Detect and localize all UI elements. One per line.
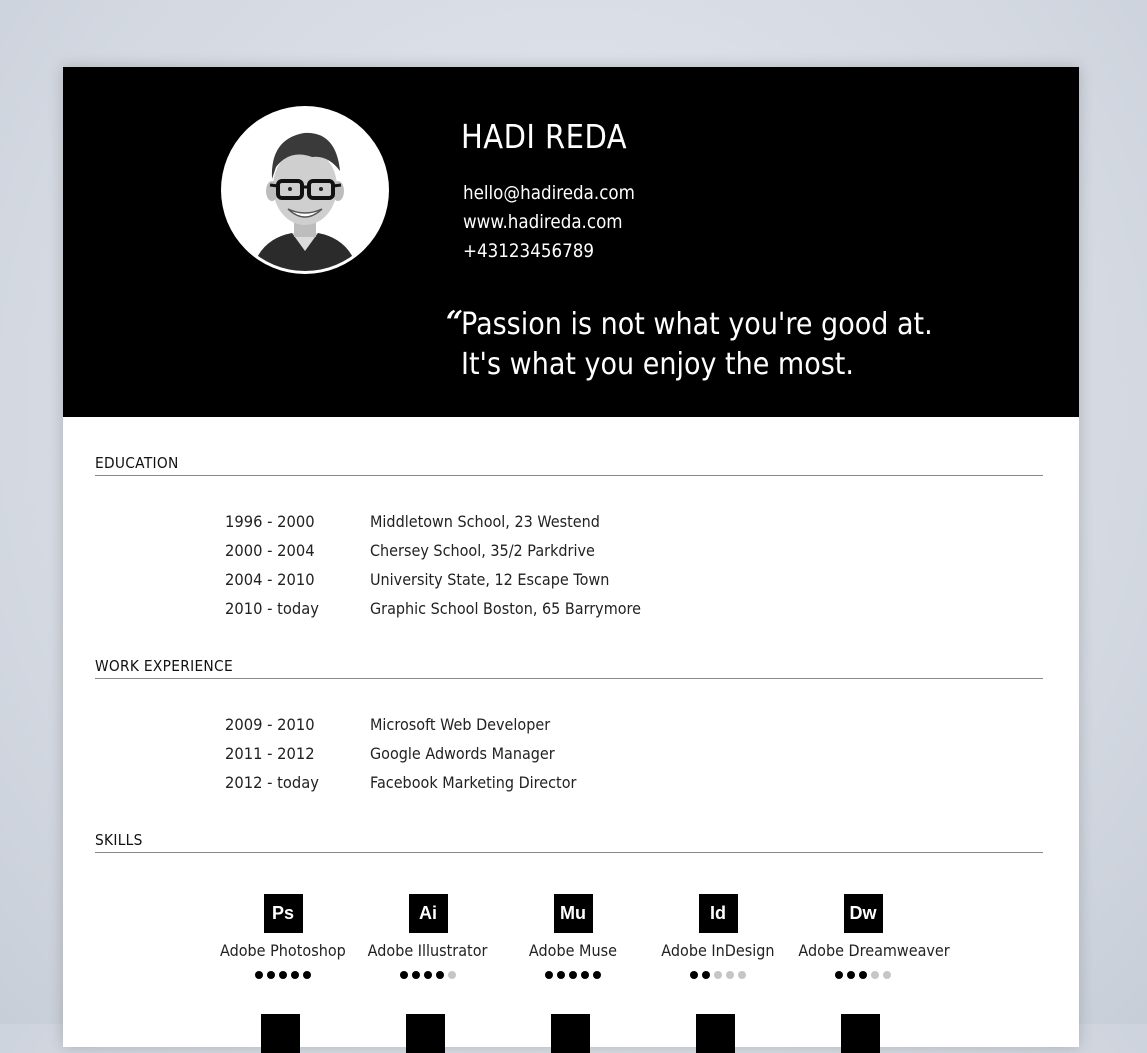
education-desc: Chersey School, 35/2 Parkdrive (370, 541, 595, 560)
work-desc: Microsoft Web Developer (370, 715, 551, 734)
illustrator-icon: Ai (409, 894, 448, 933)
rating-dot-filled (593, 971, 601, 979)
skill-rating (500, 964, 646, 976)
profile-photo (224, 109, 386, 271)
skill-name: Adobe Illustrator (368, 941, 488, 960)
skill-badge-icon (406, 1014, 445, 1053)
rating-dot-filled (847, 971, 855, 979)
rating-dot-filled (581, 971, 589, 979)
skill-badge-icon (261, 1014, 300, 1053)
quote-line-2: It's what you enjoy the most. (461, 347, 854, 382)
skill-illustrator (355, 894, 501, 976)
work-row (225, 773, 599, 802)
contact-list (463, 179, 635, 266)
work-row (225, 715, 599, 744)
rating-dot-filled (291, 971, 299, 979)
work-divider (95, 678, 1043, 679)
rating-dot-filled (569, 971, 577, 979)
resume-sheet (63, 67, 1079, 1047)
education-row (225, 512, 671, 541)
dreamweaver-icon: Dw (844, 894, 883, 933)
photoshop-icon: Ps (264, 894, 303, 933)
rating-dot-empty (883, 971, 891, 979)
skill-name: Adobe Dreamweaver (798, 941, 950, 960)
muse-icon: Mu (554, 894, 593, 933)
rating-dot-empty (738, 971, 746, 979)
rating-dot-filled (702, 971, 710, 979)
work-desc: Google Adwords Manager (370, 744, 555, 763)
quote-mark-icon: “ (440, 305, 465, 340)
rating-dot-filled (557, 971, 565, 979)
rating-dot-empty (871, 971, 879, 979)
rating-dot-filled (412, 971, 420, 979)
rating-dot-filled (400, 971, 408, 979)
candidate-name: HADI REDA (461, 117, 628, 156)
rating-dot-filled (835, 971, 843, 979)
education-row (225, 570, 671, 599)
contact-phone: +43123456789 (463, 240, 595, 262)
education-desc: Graphic School Boston, 65 Barrymore (370, 599, 641, 618)
education-years: 1996 - 2000 (225, 512, 315, 531)
education-row (225, 541, 671, 570)
portrait-illustration (224, 109, 386, 271)
education-row (225, 599, 671, 628)
work-years: 2011 - 2012 (225, 744, 315, 763)
education-desc: University State, 12 Escape Town (370, 570, 610, 589)
rating-dot-empty (448, 971, 456, 979)
rating-dot-empty (714, 971, 722, 979)
rating-dot-filled (267, 971, 275, 979)
skill-name: Adobe InDesign (661, 941, 775, 960)
skill-rating (790, 964, 936, 976)
contact-website[interactable]: www.hadireda.com (463, 211, 623, 233)
indesign-icon: Id (699, 894, 738, 933)
skill-photoshop (210, 894, 356, 976)
rating-dot-filled (859, 971, 867, 979)
education-list (225, 512, 671, 628)
skill-name: Adobe Photoshop (220, 941, 346, 960)
skill-rating (210, 964, 356, 976)
skill-dreamweaver (790, 894, 950, 976)
education-years: 2010 - today (225, 599, 319, 618)
education-desc: Middletown School, 23 Westend (370, 512, 600, 531)
contact-email[interactable]: hello@hadireda.com (463, 182, 635, 204)
work-title: WORK EXPERIENCE (95, 657, 233, 675)
work-row (225, 744, 599, 773)
rating-dot-filled (279, 971, 287, 979)
skill-name: Adobe Muse (528, 941, 618, 960)
skill-rating (355, 964, 501, 976)
resume-header (63, 67, 1079, 417)
skill-badge-icon (551, 1014, 590, 1053)
skill-muse (500, 894, 646, 976)
work-list (225, 715, 599, 802)
skill-badge-icon (696, 1014, 735, 1053)
skills-divider (95, 852, 1043, 853)
skills-title: SKILLS (95, 831, 143, 849)
work-desc: Facebook Marketing Director (370, 773, 577, 792)
education-divider (95, 475, 1043, 476)
education-years: 2004 - 2010 (225, 570, 315, 589)
rating-dot-filled (436, 971, 444, 979)
rating-dot-filled (303, 971, 311, 979)
header-quote (461, 305, 933, 385)
rating-dot-filled (545, 971, 553, 979)
rating-dot-filled (690, 971, 698, 979)
education-years: 2000 - 2004 (225, 541, 315, 560)
skill-rating (645, 964, 791, 976)
education-title: EDUCATION (95, 454, 179, 472)
rating-dot-filled (424, 971, 432, 979)
rating-dot-empty (726, 971, 734, 979)
rating-dot-filled (255, 971, 263, 979)
quote-line-1: Passion is not what you're good at. (461, 307, 933, 342)
work-years: 2012 - today (225, 773, 319, 792)
skill-badge-icon (841, 1014, 880, 1053)
work-years: 2009 - 2010 (225, 715, 315, 734)
skill-indesign (645, 894, 791, 976)
